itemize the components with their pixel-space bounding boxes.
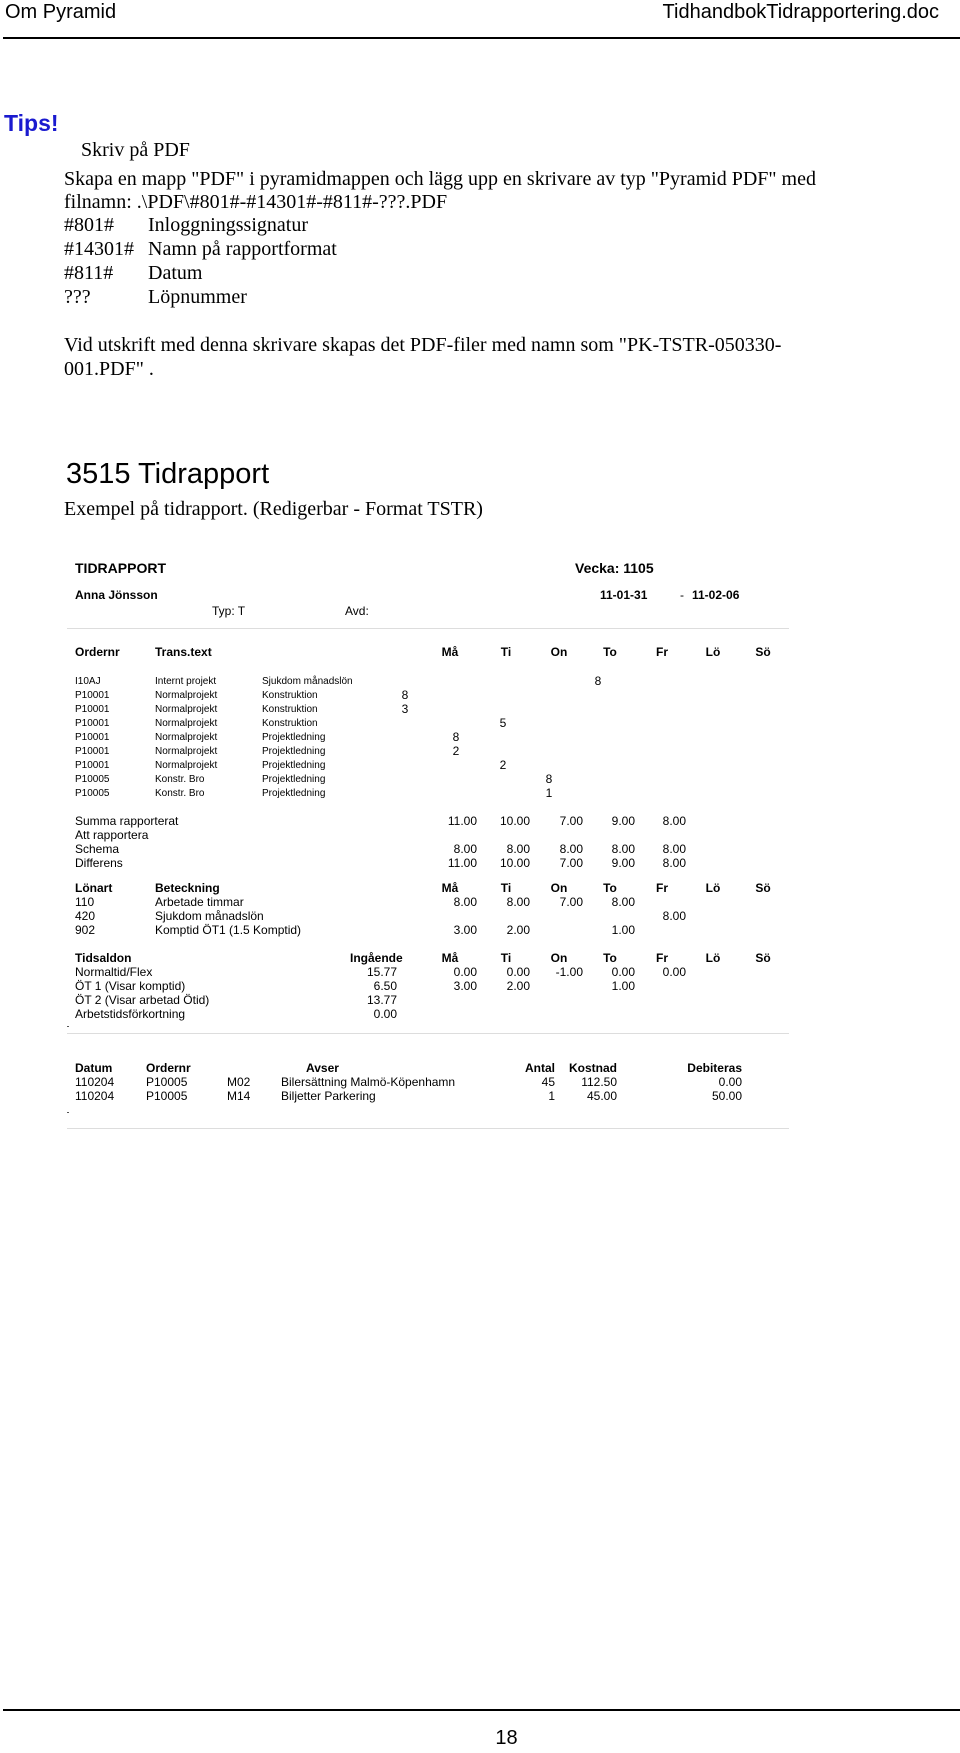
order-row-text: Normalprojekt xyxy=(155,718,218,729)
summary-label: Att rapportera xyxy=(75,828,149,842)
report-bottom-divider xyxy=(67,1128,789,1129)
day-header-1: Ti xyxy=(500,951,512,965)
order-row-hours: 8 xyxy=(452,730,460,744)
expense-debiteras: 50.00 xyxy=(711,1089,742,1103)
saldo-value: 0.00 xyxy=(453,965,477,979)
order-row-text: Normalprojekt xyxy=(155,690,218,701)
tips-label: Tips! xyxy=(4,110,59,136)
lonart-value: 8.00 xyxy=(662,909,686,923)
order-row-text: Normalprojekt xyxy=(155,704,218,715)
order-row-text: Normalprojekt xyxy=(155,760,218,771)
code-14301: #14301# xyxy=(64,238,134,260)
footer-divider xyxy=(3,1709,960,1711)
lonart-description: Arbetade timmar xyxy=(155,895,244,909)
order-row-subtext: Konstruktion xyxy=(262,704,318,715)
saldo-value: 3.00 xyxy=(453,979,477,993)
saldo-value: 0.00 xyxy=(662,965,686,979)
expense-code: M02 xyxy=(227,1075,251,1089)
day-header-4: Fr xyxy=(656,881,668,895)
order-row-subtext: Projektledning xyxy=(262,732,326,743)
summary-value: 10.00 xyxy=(499,814,530,828)
code-811: #811# xyxy=(64,262,114,284)
order-row-hours: 8 xyxy=(594,674,602,688)
order-row-subtext: Projektledning xyxy=(262,774,326,785)
order-row-text: Konstr. Bro xyxy=(155,774,205,785)
tips-line-2: filnamn: .\PDF\#801#-#14301#-#811#-???.PDF xyxy=(64,191,448,213)
order-row-hours: 5 xyxy=(499,716,507,730)
summary-value: 9.00 xyxy=(611,856,635,870)
report-week: Vecka: 1105 xyxy=(575,560,654,576)
day-header-3: To xyxy=(603,881,617,895)
summary-value: 9.00 xyxy=(611,814,635,828)
summary-value: 8.00 xyxy=(506,842,530,856)
summary-value: 8.00 xyxy=(611,842,635,856)
expense-datum: 110204 xyxy=(75,1089,115,1103)
day-header-6: Sö xyxy=(755,881,771,895)
ordernr-header: Ordernr xyxy=(75,645,120,659)
expense-kostnad: 45.00 xyxy=(586,1089,617,1103)
summary-value: 8.00 xyxy=(662,842,686,856)
expense-avser: Bilersättning Malmö-Köpenhamn xyxy=(281,1075,456,1089)
order-row-hours: 3 xyxy=(401,702,409,716)
summary-value: 8.00 xyxy=(453,842,477,856)
order-row-ordernr: P10001 xyxy=(75,746,110,757)
tips-title: Skriv på PDF xyxy=(81,139,190,161)
report-date-from: 11-01-31 xyxy=(600,588,648,602)
lonart-value: 1.00 xyxy=(611,923,635,937)
expense-ordernr-header: Ordernr xyxy=(146,1061,191,1075)
day-header-4: Fr xyxy=(656,951,668,965)
order-row-subtext: Projektledning xyxy=(262,746,326,757)
order-row-ordernr: P10001 xyxy=(75,760,110,771)
expense-avser-header: Avser xyxy=(306,1061,339,1075)
order-row-hours: 1 xyxy=(545,786,553,800)
tidsaldon-header: Tidsaldon xyxy=(75,951,132,965)
saldo-value: 2.00 xyxy=(506,979,530,993)
summary-value: 7.00 xyxy=(559,856,583,870)
lonart-value: 7.00 xyxy=(559,895,583,909)
order-row-hours: 8 xyxy=(545,772,553,786)
page-number: 18 xyxy=(495,1727,518,1749)
expense-code: M14 xyxy=(227,1089,251,1103)
order-row-text: Internt projekt xyxy=(155,676,217,687)
lonart-value: 3.00 xyxy=(453,923,477,937)
report-employee-name: Anna Jönsson xyxy=(75,588,158,602)
report-typ: Typ: T xyxy=(212,604,246,618)
day-header-2: On xyxy=(550,951,568,965)
lonart-description: Sjukdom månadslön xyxy=(155,909,264,923)
saldo-value: 1.00 xyxy=(611,979,635,993)
summary-value: 7.00 xyxy=(559,814,583,828)
tips-paragraph-2: 001.PDF" . xyxy=(64,358,154,380)
expense-kostnad: 112.50 xyxy=(581,1075,617,1089)
order-row-ordernr: P10001 xyxy=(75,718,110,729)
saldo-value: 0.00 xyxy=(611,965,635,979)
order-row-hours: 8 xyxy=(401,688,409,702)
dot-marker xyxy=(67,1026,69,1027)
code-14301-desc: Namn på rapportformat xyxy=(148,238,337,260)
saldo-label: Normaltid/Flex xyxy=(75,965,153,979)
report-title: TIDRAPPORT xyxy=(75,560,166,576)
expense-avser: Biljetter Parkering xyxy=(281,1089,376,1103)
tips-paragraph-1: Vid utskrift med denna skrivare skapas det PDF-filer med namn som "PK-TSTR-050330- xyxy=(64,334,782,356)
day-header-1: Ti xyxy=(500,645,512,659)
day-header-5: Lö xyxy=(705,951,721,965)
summary-label: Differens xyxy=(75,856,123,870)
lonart-code: 420 xyxy=(75,909,96,923)
day-header-2: On xyxy=(550,881,568,895)
day-header-0: Må xyxy=(441,881,459,895)
tidrapport-example xyxy=(67,548,789,1130)
order-row-subtext: Projektledning xyxy=(262,788,326,799)
order-row-ordernr: P10001 xyxy=(75,704,110,715)
saldo-label: ÖT 1 (Visar komptid) xyxy=(75,979,186,993)
saldo-label: Arbetstidsförkortning xyxy=(75,1007,186,1021)
day-header-6: Sö xyxy=(755,951,771,965)
saldo-value: -1.00 xyxy=(555,965,583,979)
saldo-value: 0.00 xyxy=(506,965,530,979)
expense-antal: 1 xyxy=(548,1089,555,1103)
summary-value: 11.00 xyxy=(447,814,477,828)
order-row-hours: 2 xyxy=(452,744,460,758)
code-801: #801# xyxy=(64,214,114,236)
day-header-4: Fr xyxy=(656,645,668,659)
saldo-ingaende: 0.00 xyxy=(373,1007,397,1021)
day-header-2: On xyxy=(550,645,568,659)
code-811-desc: Datum xyxy=(148,262,203,284)
lonart-code: 902 xyxy=(75,923,96,937)
summary-value: 11.00 xyxy=(447,856,477,870)
order-row-subtext: Konstruktion xyxy=(262,690,318,701)
lonart-value: 8.00 xyxy=(453,895,477,909)
order-row-text: Normalprojekt xyxy=(155,746,218,757)
expense-debiteras: 0.00 xyxy=(718,1075,742,1089)
expense-ordernr: P10005 xyxy=(146,1089,188,1103)
saldo-ingaende: 13.77 xyxy=(366,993,397,1007)
order-row-subtext: Projektledning xyxy=(262,760,326,771)
report-divider xyxy=(67,628,789,629)
order-row-ordernr: P10005 xyxy=(75,774,110,785)
header-right: TidhandbokTidrapportering.doc xyxy=(662,1,939,23)
day-header-3: To xyxy=(603,645,617,659)
section-title: 3515 Tidrapport xyxy=(66,458,270,490)
expense-ordernr: P10005 xyxy=(146,1075,188,1089)
order-row-ordernr: P10005 xyxy=(75,788,110,799)
lonart-value: 8.00 xyxy=(506,895,530,909)
order-row-subtext: Sjukdom månadslön xyxy=(262,676,353,687)
expense-kostnad-header: Kostnad xyxy=(569,1061,617,1075)
beteckning-header: Beteckning xyxy=(155,881,220,895)
order-row-hours: 2 xyxy=(499,758,507,772)
lonart-header: Lönart xyxy=(75,881,113,895)
expense-divider xyxy=(67,1033,789,1034)
order-row-ordernr: P10001 xyxy=(75,690,110,701)
day-header-5: Lö xyxy=(705,881,721,895)
order-row-ordernr: I10AJ xyxy=(75,676,101,687)
expense-debiteras-header: Debiteras xyxy=(687,1061,742,1075)
lonart-value: 2.00 xyxy=(506,923,530,937)
expense-datum: 110204 xyxy=(75,1075,115,1089)
summary-value: 10.00 xyxy=(499,856,530,870)
tips-line-1: Skapa en mapp "PDF" i pyramidmappen och lägg upp en skrivare av typ "Pyramid PDF" med xyxy=(64,168,816,190)
expense-datum-header: Datum xyxy=(75,1061,113,1075)
summary-label: Summa rapporterat xyxy=(75,814,179,828)
day-header-0: Må xyxy=(441,645,459,659)
order-row-text: Konstr. Bro xyxy=(155,788,205,799)
day-header-3: To xyxy=(603,951,617,965)
summary-value: 8.00 xyxy=(559,842,583,856)
code-801-desc: Inloggningssignatur xyxy=(148,214,308,236)
lonart-code: 110 xyxy=(75,895,95,909)
saldo-label: ÖT 2 (Visar arbetad Ötid) xyxy=(75,993,210,1007)
summary-value: 8.00 xyxy=(662,814,686,828)
summary-value: 8.00 xyxy=(662,856,686,870)
day-header-6: Sö xyxy=(755,645,771,659)
expense-antal: 45 xyxy=(541,1075,555,1089)
dot-marker xyxy=(67,1112,69,1113)
order-row-text: Normalprojekt xyxy=(155,732,218,743)
expense-antal-header: Antal xyxy=(525,1061,555,1075)
header-left: Om Pyramid xyxy=(5,1,117,23)
report-avd: Avd: xyxy=(345,604,369,618)
saldo-ingaende: 6.50 xyxy=(373,979,397,993)
day-header-1: Ti xyxy=(500,881,512,895)
lonart-description: Komptid ÖT1 (1.5 Komptid) xyxy=(155,923,302,937)
header-divider xyxy=(3,37,960,39)
saldo-ingaende: 15.77 xyxy=(366,965,397,979)
section-subtitle: Exempel på tidrapport. (Redigerbar - Format TSTR) xyxy=(64,498,483,520)
day-header-5: Lö xyxy=(705,645,721,659)
code-lopnummer: ??? xyxy=(64,286,91,308)
code-lopnummer-desc: Löpnummer xyxy=(148,286,247,308)
day-header-0: Må xyxy=(441,951,459,965)
order-row-subtext: Konstruktion xyxy=(262,718,318,729)
report-date-to: 11-02-06 xyxy=(692,588,740,602)
summary-label: Schema xyxy=(75,842,120,856)
ingaende-header: Ingående xyxy=(350,951,403,965)
order-row-ordernr: P10001 xyxy=(75,732,110,743)
report-date-separator: - xyxy=(680,588,684,602)
lonart-value: 8.00 xyxy=(611,895,635,909)
transtext-header: Trans.text xyxy=(155,645,212,659)
